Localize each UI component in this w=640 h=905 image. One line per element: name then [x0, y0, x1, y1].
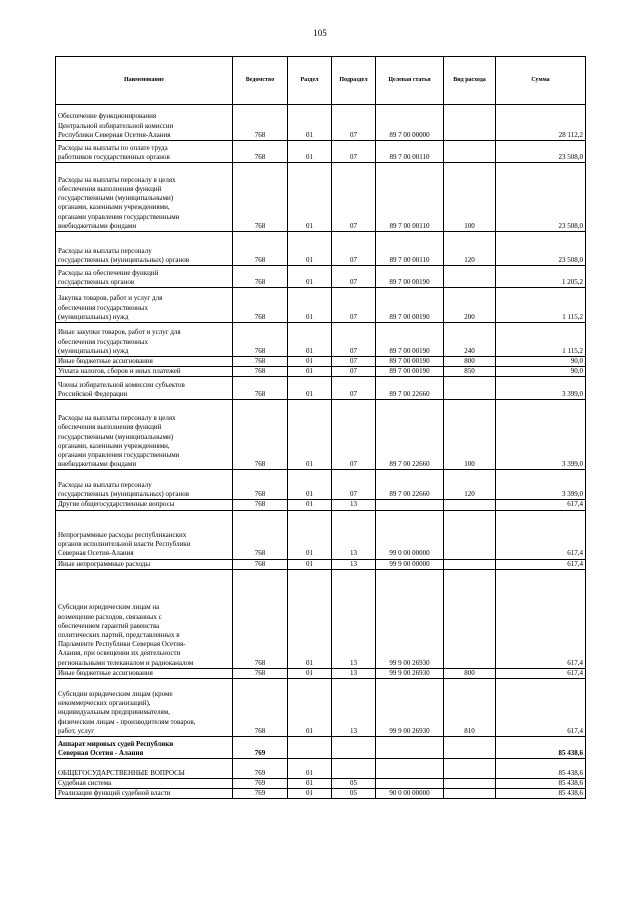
row-target-item-cell: 89 7 00 00110 [376, 141, 444, 163]
row-expense-type-cell [444, 759, 496, 779]
row-department-cell: 769 [233, 779, 288, 789]
row-target-item-cell: 99 9 00 26930 [376, 569, 444, 668]
row-name-cell: Субсидии юридическим лицам на возмещение расходов, связанных с обеспечением гарантий равенства политических партий, представленных в Парламенте Республики Северная Осетия- Алания, при освещении их деятельности региональными телеканалом и радиоканалом [56, 569, 233, 668]
row-section-cell: 01 [288, 759, 332, 779]
row-target-item-cell [376, 737, 444, 759]
row-name-cell: Иные непрограммные расходы [56, 559, 233, 569]
row-target-item-cell [376, 759, 444, 779]
row-department-cell: 768 [233, 266, 288, 288]
row-section-cell [288, 737, 332, 759]
row-amount-cell: 3 399,0 [496, 400, 586, 470]
table-row [56, 367, 586, 377]
row-expense-type-cell [444, 141, 496, 163]
row-amount-cell: 23 508,0 [496, 141, 586, 163]
table-row [56, 779, 586, 789]
row-name-cell: Расходы на выплаты персоналу в целях обеспечения выполнения функций государственными (муниципальными) органами, казенными учреждениями, органами управления государственными внебюджетными фондами [56, 163, 233, 232]
header-expense-type: Вид расхода [444, 57, 496, 105]
row-subsection-cell [332, 759, 376, 779]
row-target-item-cell: 89 7 00 22660 [376, 400, 444, 470]
row-amount-cell: 3 399,0 [496, 470, 586, 500]
row-name-cell: Члены избирательной комиссии субъектов Российской Федерации [56, 377, 233, 400]
table-row [56, 288, 586, 323]
table-row [56, 559, 586, 569]
row-target-item-cell: 89 7 00 00190 [376, 323, 444, 357]
row-subsection-cell: 13 [332, 559, 376, 569]
row-name-cell: Субсидии юридическим лицам (кроме некоммерческих организаций), индивидуальным предпринимателям, физическим лицам - производителям товаров, работ, услуг [56, 679, 233, 737]
row-department-cell: 768 [233, 510, 288, 559]
header-department: Ведомство [233, 57, 288, 105]
row-target-item-cell [376, 779, 444, 789]
row-subsection-cell: 13 [332, 569, 376, 668]
row-name-cell: Расходы на выплаты персоналу в целях обеспечения выполнения функций государственными (муниципальными) органами, казенными учреждениями, органами управления государственными внебюджетными фондами [56, 400, 233, 470]
row-name-cell: Другие общегосударственные вопросы [56, 500, 233, 510]
row-department-cell: 768 [233, 668, 288, 678]
row-department-cell: 768 [233, 470, 288, 500]
row-section-cell: 01 [288, 163, 332, 232]
table-row [56, 510, 586, 559]
row-subsection-cell: 13 [332, 668, 376, 678]
row-name-cell: Расходы на выплаты персоналу государственных (муниципальных) органов [56, 470, 233, 500]
row-section-cell: 01 [288, 377, 332, 400]
row-expense-type-cell [444, 500, 496, 510]
row-subsection-cell: 07 [332, 232, 376, 266]
row-section-cell: 01 [288, 470, 332, 500]
row-section-cell: 01 [288, 400, 332, 470]
row-amount-cell: 85 438,6 [496, 779, 586, 789]
table-row [56, 141, 586, 163]
row-target-item-cell [376, 500, 444, 510]
row-department-cell: 768 [233, 105, 288, 141]
row-section-cell: 01 [288, 357, 332, 367]
row-section-cell: 01 [288, 500, 332, 510]
row-section-cell: 01 [288, 569, 332, 668]
table-row [56, 668, 586, 678]
table-row [56, 737, 586, 759]
table-row [56, 470, 586, 500]
row-name-cell: Расходы на обеспечение функций государственных органов [56, 266, 233, 288]
row-section-cell: 01 [288, 367, 332, 377]
row-department-cell: 768 [233, 400, 288, 470]
row-amount-cell: 1 205,2 [496, 266, 586, 288]
row-amount-cell: 617,4 [496, 510, 586, 559]
row-name-cell: Реализация функций судебной власти [56, 789, 233, 799]
row-subsection-cell: 07 [332, 470, 376, 500]
row-target-item-cell: 99 0 00 00000 [376, 510, 444, 559]
header-amount: Сумма [496, 57, 586, 105]
row-subsection-cell: 07 [332, 141, 376, 163]
row-amount-cell: 23 508,0 [496, 163, 586, 232]
row-expense-type-cell: 850 [444, 367, 496, 377]
row-expense-type-cell: 810 [444, 679, 496, 737]
table-row [56, 789, 586, 799]
row-target-item-cell: 89 7 00 22660 [376, 377, 444, 400]
row-expense-type-cell: 120 [444, 470, 496, 500]
row-amount-cell: 90,0 [496, 357, 586, 367]
row-amount-cell: 90,0 [496, 367, 586, 377]
row-target-item-cell: 89 7 00 00190 [376, 367, 444, 377]
row-name-cell: Закупка товаров, работ и услуг для обеспечения государственных (муниципальных) нужд [56, 288, 233, 323]
table-row [56, 500, 586, 510]
row-target-item-cell: 99 9 00 26930 [376, 668, 444, 678]
row-section-cell: 01 [288, 789, 332, 799]
header-section: Раздел [288, 57, 332, 105]
header-target-item: Целевая статья [376, 57, 444, 105]
row-subsection-cell: 07 [332, 288, 376, 323]
row-target-item-cell: 90 0 00 00000 [376, 789, 444, 799]
row-name-cell: Обеспечение функционирования Центральной избирательной комиссии Республики Северная Осетия-Алания [56, 105, 233, 141]
row-target-item-cell: 99 9 00 00000 [376, 559, 444, 569]
row-subsection-cell: 07 [332, 400, 376, 470]
row-expense-type-cell [444, 789, 496, 799]
row-amount-cell: 3 399,0 [496, 377, 586, 400]
row-amount-cell: 23 508,0 [496, 232, 586, 266]
row-department-cell: 768 [233, 559, 288, 569]
row-subsection-cell: 13 [332, 679, 376, 737]
row-section-cell: 01 [288, 232, 332, 266]
row-expense-type-cell [444, 737, 496, 759]
row-expense-type-cell [444, 569, 496, 668]
row-name-cell: Расходы на выплаты персоналу государственных (муниципальных) органов [56, 232, 233, 266]
row-section-cell: 01 [288, 779, 332, 789]
table-row [56, 323, 586, 357]
row-subsection-cell: 13 [332, 510, 376, 559]
row-department-cell: 769 [233, 737, 288, 759]
table-row [56, 163, 586, 232]
row-name-cell: Судебная система [56, 779, 233, 789]
row-subsection-cell [332, 737, 376, 759]
row-target-item-cell: 99 9 00 26930 [376, 679, 444, 737]
row-expense-type-cell [444, 105, 496, 141]
table-row [56, 266, 586, 288]
row-amount-cell: 85 438,6 [496, 737, 586, 759]
row-subsection-cell: 07 [332, 367, 376, 377]
row-department-cell: 768 [233, 232, 288, 266]
row-amount-cell: 1 115,2 [496, 288, 586, 323]
row-section-cell: 01 [288, 668, 332, 678]
row-department-cell: 768 [233, 367, 288, 377]
row-expense-type-cell [444, 779, 496, 789]
row-department-cell: 768 [233, 679, 288, 737]
row-expense-type-cell: 100 [444, 163, 496, 232]
row-target-item-cell: 89 7 00 00110 [376, 232, 444, 266]
row-target-item-cell: 89 7 00 00190 [376, 288, 444, 323]
row-expense-type-cell: 100 [444, 400, 496, 470]
row-department-cell: 768 [233, 288, 288, 323]
row-expense-type-cell [444, 510, 496, 559]
row-subsection-cell: 07 [332, 105, 376, 141]
row-name-cell: ОБЩЕГОСУДАРСТВЕННЫЕ ВОПРОСЫ [56, 759, 233, 779]
table-row [56, 759, 586, 779]
row-name-cell: Непрограммные расходы республиканских органов исполнительной власти Республики Северная Осетия-Алания [56, 510, 233, 559]
row-section-cell: 01 [288, 105, 332, 141]
row-section-cell: 01 [288, 266, 332, 288]
row-expense-type-cell: 120 [444, 232, 496, 266]
row-name-cell: Иные бюджетные ассигнования [56, 668, 233, 678]
page-number: 105 [313, 28, 327, 38]
table-row [56, 679, 586, 737]
row-subsection-cell: 05 [332, 789, 376, 799]
row-name-cell: Иные бюджетные ассигнования [56, 357, 233, 367]
row-expense-type-cell [444, 266, 496, 288]
row-name-cell: Иные закупки товаров, работ и услуг для обеспечения государственных (муниципальных) нужд [56, 323, 233, 357]
row-subsection-cell: 07 [332, 163, 376, 232]
row-name-cell: Расходы на выплаты по оплате труда работников государственных органов [56, 141, 233, 163]
row-department-cell: 769 [233, 759, 288, 779]
row-target-item-cell: 89 7 00 00110 [376, 163, 444, 232]
table-row [56, 400, 586, 470]
row-amount-cell: 617,4 [496, 569, 586, 668]
row-name-cell: Уплата налогов, сборов и иных платежей [56, 367, 233, 377]
row-department-cell: 768 [233, 323, 288, 357]
row-department-cell: 768 [233, 163, 288, 232]
row-section-cell: 01 [288, 679, 332, 737]
row-section-cell: 01 [288, 323, 332, 357]
row-target-item-cell: 89 7 00 00190 [376, 266, 444, 288]
row-department-cell: 768 [233, 569, 288, 668]
table-row [56, 105, 586, 141]
header-name: Наименование [56, 57, 233, 105]
row-department-cell: 768 [233, 141, 288, 163]
row-department-cell: 768 [233, 357, 288, 367]
row-amount-cell: 617,4 [496, 559, 586, 569]
row-target-item-cell: 89 7 00 00190 [376, 357, 444, 367]
table-row [56, 569, 586, 668]
row-subsection-cell: 07 [332, 323, 376, 357]
row-section-cell: 01 [288, 141, 332, 163]
table-header-row [56, 57, 586, 105]
row-section-cell: 01 [288, 288, 332, 323]
row-subsection-cell: 05 [332, 779, 376, 789]
row-expense-type-cell: 240 [444, 323, 496, 357]
row-expense-type-cell: 200 [444, 288, 496, 323]
row-department-cell: 768 [233, 377, 288, 400]
header-subsection: Подраздел [332, 57, 376, 105]
row-amount-cell: 1 115,2 [496, 323, 586, 357]
row-subsection-cell: 07 [332, 266, 376, 288]
row-expense-type-cell [444, 559, 496, 569]
budget-table [55, 56, 586, 799]
row-subsection-cell: 07 [332, 357, 376, 367]
row-amount-cell: 617,4 [496, 500, 586, 510]
table-row [56, 357, 586, 367]
row-target-item-cell: 89 7 00 22660 [376, 470, 444, 500]
table-row [56, 232, 586, 266]
row-department-cell: 768 [233, 500, 288, 510]
row-expense-type-cell: 800 [444, 668, 496, 678]
row-subsection-cell: 13 [332, 500, 376, 510]
row-department-cell: 769 [233, 789, 288, 799]
row-expense-type-cell [444, 377, 496, 400]
row-amount-cell: 617,4 [496, 679, 586, 737]
row-subsection-cell: 07 [332, 377, 376, 400]
row-amount-cell: 85 438,6 [496, 759, 586, 779]
row-section-cell: 01 [288, 510, 332, 559]
table-row [56, 377, 586, 400]
row-target-item-cell: 89 7 00 00000 [376, 105, 444, 141]
row-amount-cell: 28 112,2 [496, 105, 586, 141]
row-name-cell: Аппарат мировых судей Республики Северная Осетия - Алания [56, 737, 233, 759]
row-section-cell: 01 [288, 559, 332, 569]
row-amount-cell: 85 438,6 [496, 789, 586, 799]
row-amount-cell: 617,4 [496, 668, 586, 678]
row-expense-type-cell: 800 [444, 357, 496, 367]
